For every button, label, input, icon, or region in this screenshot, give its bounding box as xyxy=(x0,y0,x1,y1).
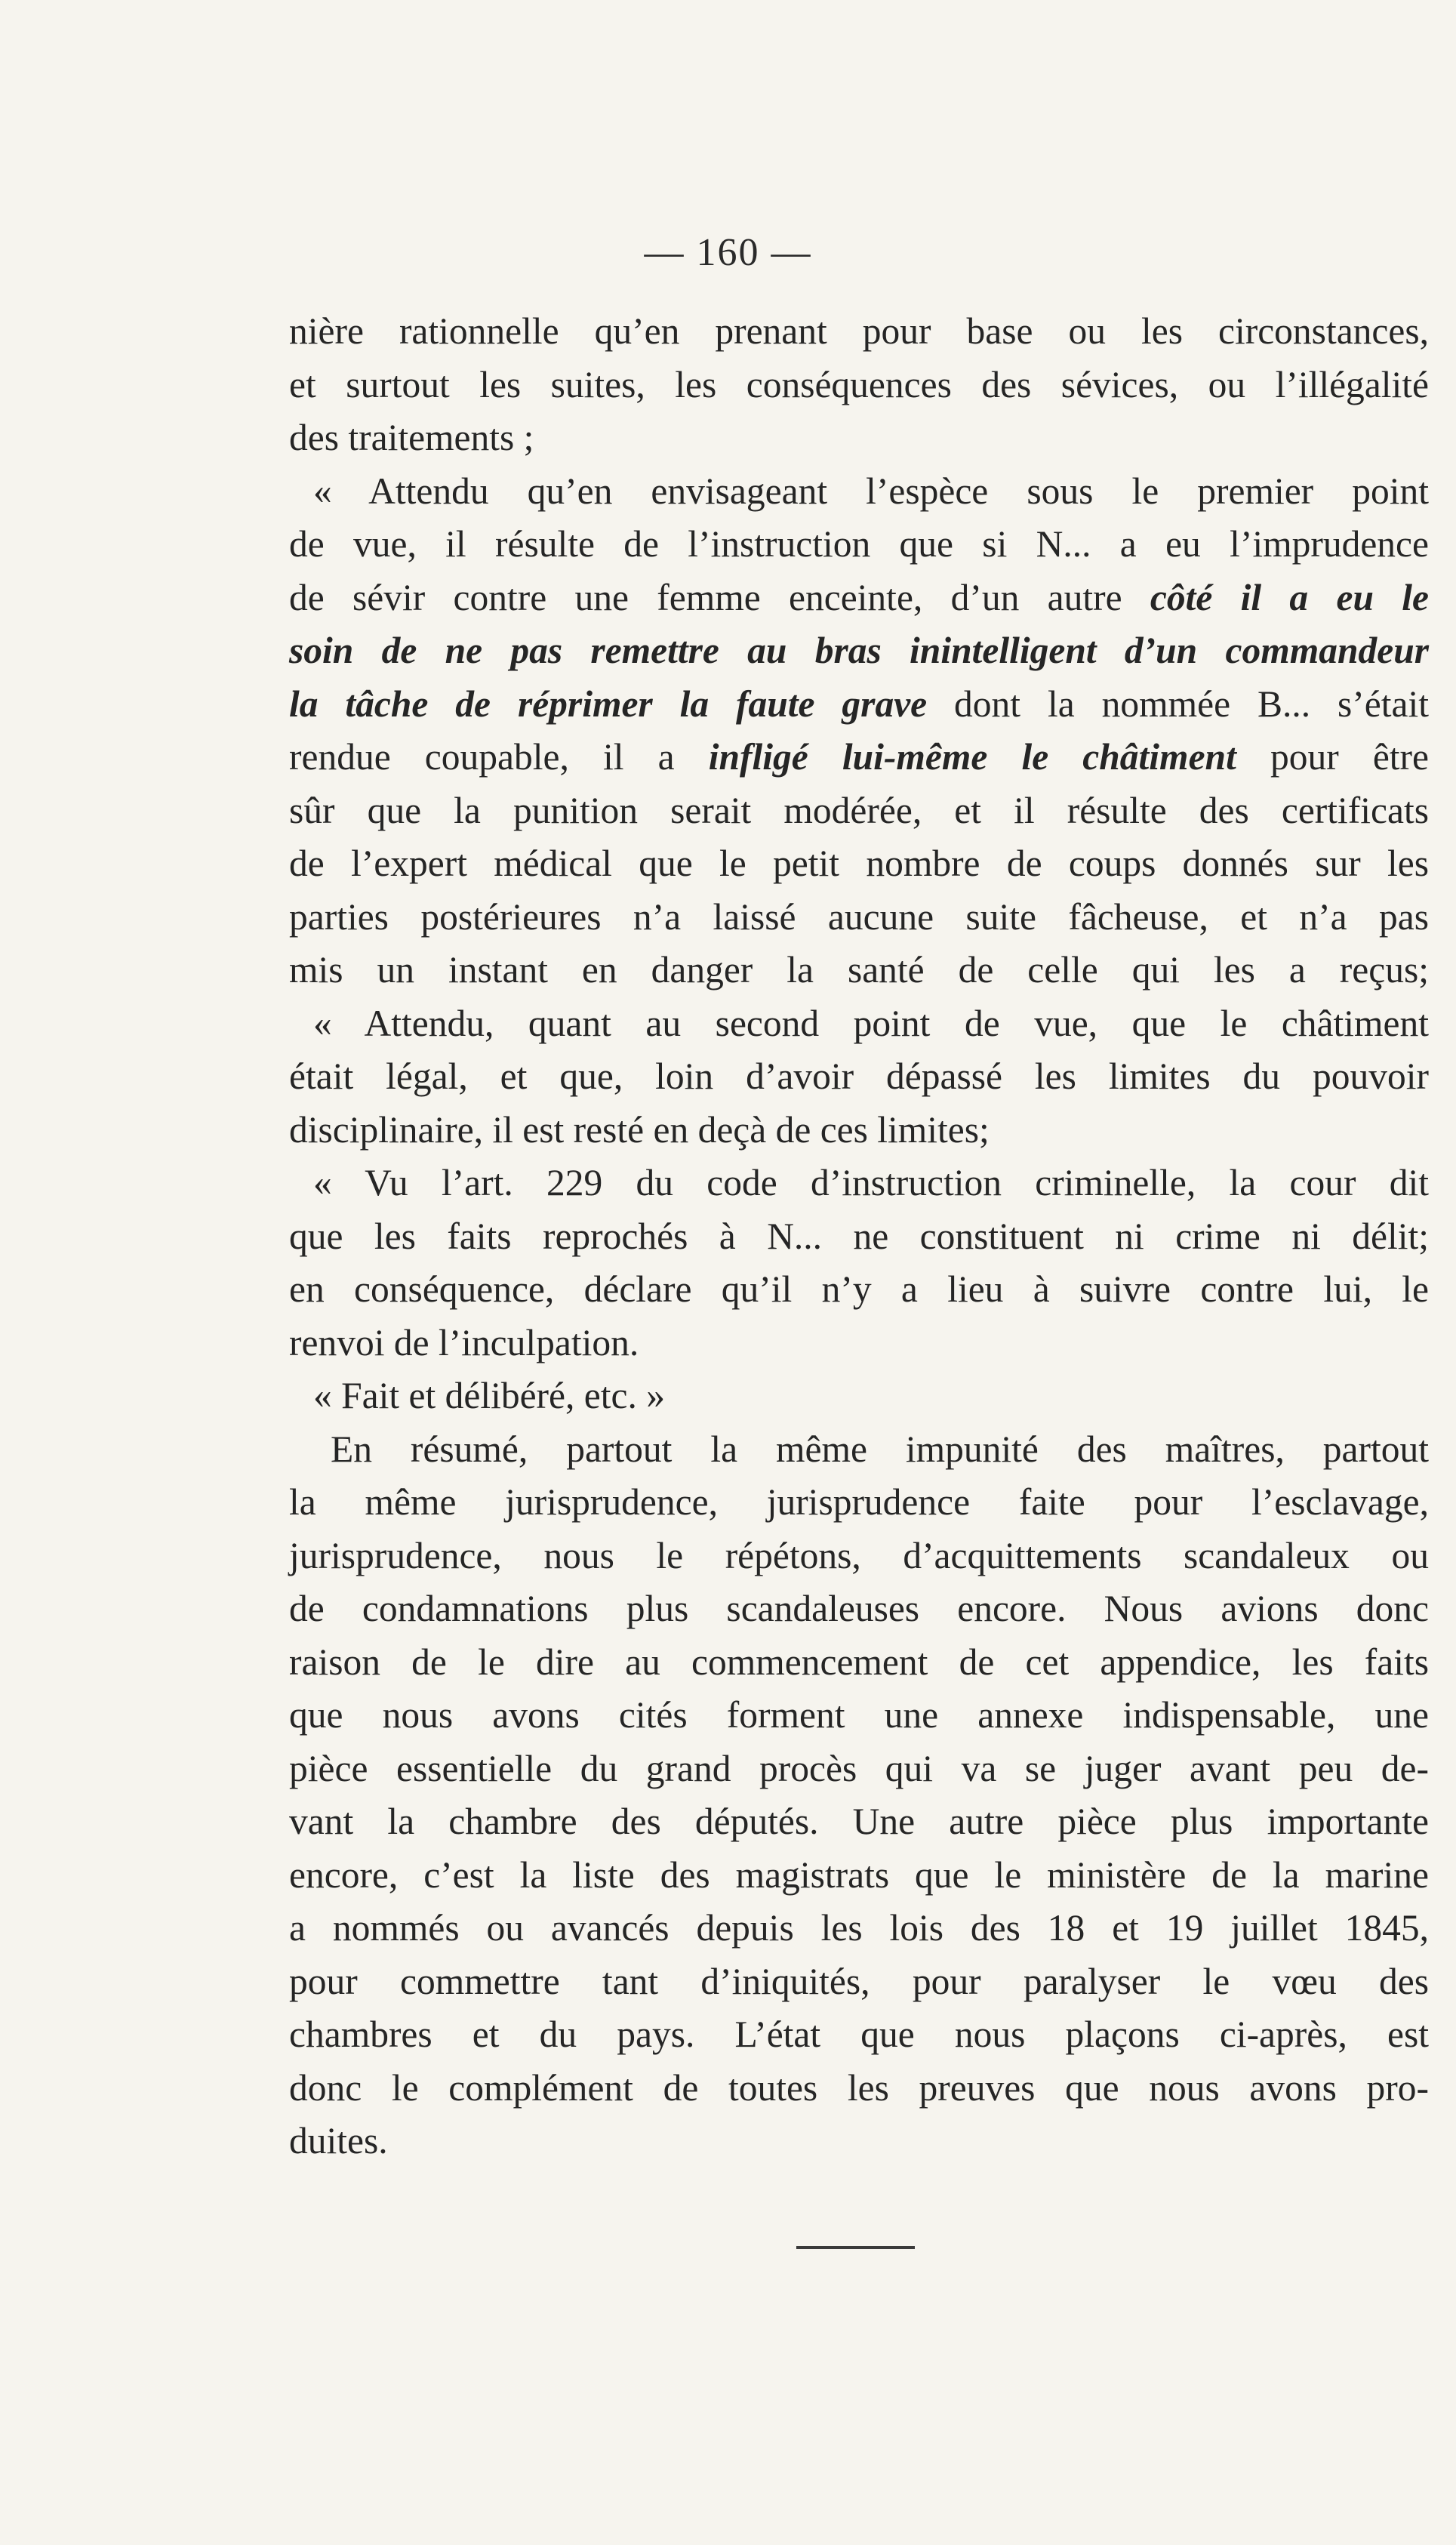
text-line xyxy=(289,624,1429,678)
line-text: « Fait et délibéré, etc. » xyxy=(313,1375,665,1416)
line-text: en conséquence, déclare qu’il n’y a lieu à suivre contre lui, le xyxy=(289,1268,1429,1310)
italic-text: la tâche de réprimer la faute grave xyxy=(289,682,928,725)
text-line xyxy=(289,2008,1429,2062)
text-line xyxy=(289,465,1429,519)
line-text: nière rationnelle qu’en prenant pour base ou les circonstances, xyxy=(289,310,1429,352)
line-text: mis un instant en danger la santé de celle qui les a reçus; xyxy=(289,949,1429,991)
text-line xyxy=(289,1317,1429,1370)
text-line xyxy=(289,1689,1429,1742)
text-line xyxy=(289,1849,1429,1903)
text-line xyxy=(289,891,1429,944)
line-text: parties postérieures n’a laissé aucune suite fâcheuse, et n’a pas xyxy=(289,895,1429,938)
line-text: de condamnations plus scandaleuses encore. Nous avions donc xyxy=(289,1588,1429,1629)
text-line xyxy=(289,1104,1429,1157)
line-text: pour commettre tant d’iniquités, pour paralyser le vœu des xyxy=(289,1960,1429,2002)
italic-text: côté il a eu le xyxy=(1150,576,1430,618)
line-text: rendue coupable, il a xyxy=(289,736,675,778)
text-line xyxy=(289,1263,1429,1317)
line-text: raison de le dire au commencement de cet appendice, les faits xyxy=(289,1641,1429,1683)
page-number: — 160 — xyxy=(644,231,812,274)
line-text: disciplinaire, il est resté en deçà de ces limites; xyxy=(289,1108,990,1151)
text-line xyxy=(289,2062,1429,2115)
line-text: vant la chambre des députés. Une autre pièce plus importante xyxy=(289,1801,1429,1842)
line-text: jurisprudence, nous le répétons, d’acquittements scandaleux ou xyxy=(289,1534,1429,1576)
text-line xyxy=(289,305,1429,359)
text-line xyxy=(289,2115,1429,2168)
line-text: « Vu l’art. 229 du code d’instruction criminelle, la cour dit xyxy=(313,1162,1429,1203)
text-line xyxy=(289,1955,1429,2009)
line-text: de l’expert médical que le petit nombre de coups donnés sur les xyxy=(289,843,1429,884)
text-line xyxy=(289,1157,1429,1210)
end-rule xyxy=(796,2246,915,2249)
line-text: « Attendu qu’en envisageant l’espèce sous le premier point xyxy=(313,470,1429,512)
line-text: et surtout les suites, les conséquences des sévices, ou l’illégalité xyxy=(289,363,1429,405)
line-text: donc le complément de toutes les preuves que nous avons pro- xyxy=(289,2066,1429,2109)
line-text: que les faits reprochés à N... ne constituent ni crime ni délit; xyxy=(289,1215,1429,1257)
line-text: encore, c’est la liste des magistrats que le ministère de la marine xyxy=(289,1853,1429,1896)
text-line xyxy=(289,1476,1429,1530)
text-line xyxy=(289,411,1429,465)
text-line xyxy=(289,678,1429,732)
text-line xyxy=(289,1742,1429,1796)
text-line xyxy=(289,1210,1429,1264)
line-text: de vue, il résulte de l’instruction que si N... a eu l’imprudence xyxy=(289,523,1429,565)
text-line xyxy=(289,944,1429,997)
line-text: « Attendu, quant au second point de vue, que le châtiment xyxy=(313,1002,1429,1044)
text-line xyxy=(289,1902,1429,1955)
line-text: que nous avons cités forment une annexe indispensable, une xyxy=(289,1694,1429,1736)
line-text: des traitements ; xyxy=(289,417,534,458)
line-text: renvoi de l’inculpation. xyxy=(289,1321,639,1363)
text-line xyxy=(289,572,1429,625)
text-line xyxy=(289,1530,1429,1583)
line-text: de sévir contre une femme enceinte, d’un autre xyxy=(289,576,1122,618)
line-text: a nommés ou avancés depuis les lois des 18 et 19 juillet 1845, xyxy=(289,1907,1429,1949)
line-text: pour être xyxy=(1236,736,1429,778)
italic-text: soin de ne pas remettre au bras inintelligent d’un commandeur xyxy=(289,630,1429,671)
text-line xyxy=(289,731,1429,784)
text-line xyxy=(289,1582,1429,1636)
text-line xyxy=(289,518,1429,572)
text-line xyxy=(289,837,1429,891)
text-line xyxy=(289,784,1429,838)
line-text: chambres et du pays. L’état que nous plaçons ci-après, est xyxy=(289,2014,1429,2055)
line-text: était légal, et que, loin d’avoir dépassé les limites du pouvoir xyxy=(289,1055,1429,1097)
italic-text: infligé lui-même le châtiment xyxy=(708,736,1236,778)
text-line xyxy=(289,1795,1429,1849)
line-text: la même jurisprudence, jurisprudence faite pour l’esclavage, xyxy=(289,1481,1429,1523)
text-line xyxy=(289,1370,1429,1423)
text-line xyxy=(289,1636,1429,1690)
line-text: pièce essentielle du grand procès qui va se juger avant peu de- xyxy=(289,1747,1429,1789)
line-text: sûr que la punition serait modérée, et il résulte des certificats xyxy=(289,789,1429,831)
body-text xyxy=(289,305,1429,2168)
text-line xyxy=(289,1423,1429,1477)
line-text: duites. xyxy=(289,2120,388,2161)
text-line xyxy=(289,359,1429,412)
text-line xyxy=(289,1050,1429,1104)
text-line xyxy=(289,997,1429,1051)
line-text: dont la nommée B... s’était xyxy=(927,682,1429,725)
line-text: En résumé, partout la même impunité des maîtres, partout xyxy=(331,1428,1429,1470)
